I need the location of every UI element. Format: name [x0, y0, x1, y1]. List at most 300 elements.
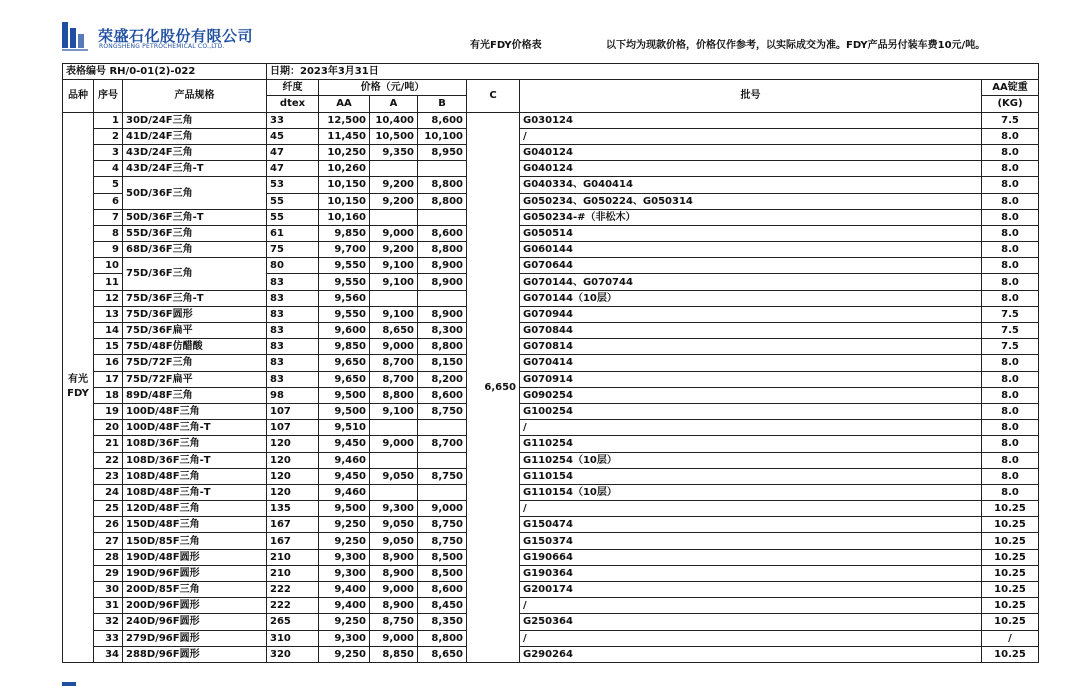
price-b-cell: [418, 290, 467, 306]
table-row: [63, 371, 1039, 387]
price-aa-cell: 9,460: [319, 484, 370, 500]
table-row: [63, 323, 1039, 339]
price-a-cell: 8,700: [370, 355, 418, 371]
col-spec: 产品规格: [123, 80, 267, 112]
price-b-cell: 8,800: [418, 193, 467, 209]
batch-cell: G030124: [520, 112, 982, 128]
weight-cell: 8.0: [982, 403, 1039, 419]
batch-cell: G070414: [520, 355, 982, 371]
batch-cell: /: [520, 128, 982, 144]
table-row: [63, 468, 1039, 484]
dtex-cell: 83: [267, 355, 319, 371]
weight-cell: /: [982, 630, 1039, 646]
price-b-cell: 8,650: [418, 646, 467, 662]
price-aa-cell: 10,160: [319, 209, 370, 225]
price-a-cell: [370, 161, 418, 177]
spec-cell: 50D/36F三角: [123, 177, 267, 209]
batch-cell: G070644: [520, 258, 982, 274]
batch-cell: G290264: [520, 646, 982, 662]
batch-cell: G190364: [520, 565, 982, 581]
batch-cell: G070844: [520, 323, 982, 339]
spec-cell: 68D/36F三角: [123, 242, 267, 258]
batch-cell: /: [520, 501, 982, 517]
price-aa-cell: 9,250: [319, 614, 370, 630]
price-aa-cell: 9,510: [319, 420, 370, 436]
col-variety: 品种: [63, 80, 94, 112]
price-b-cell: 8,750: [418, 468, 467, 484]
seq-cell: 9: [94, 242, 123, 258]
batch-cell: G050514: [520, 225, 982, 241]
price-a-cell: 8,750: [370, 614, 418, 630]
spec-cell: 288D/96F圆形: [123, 646, 267, 662]
weight-cell: 8.0: [982, 274, 1039, 290]
col-aa: AA: [319, 96, 370, 112]
spec-cell: 50D/36F三角-T: [123, 209, 267, 225]
price-aa-cell: 9,250: [319, 646, 370, 662]
seq-cell: 26: [94, 517, 123, 533]
spec-cell: 75D/36F圆形: [123, 306, 267, 322]
col-b: B: [418, 96, 467, 112]
weight-cell: 10.25: [982, 582, 1039, 598]
col-weight-unit: (KG): [982, 96, 1039, 112]
form-number: 表格编号 RH/0-01(2)-022: [63, 64, 267, 80]
price-aa-cell: 9,700: [319, 242, 370, 258]
table-row: [63, 452, 1039, 468]
table-row: [63, 242, 1039, 258]
price-aa-cell: 10,150: [319, 193, 370, 209]
spec-cell: 150D/48F三角: [123, 517, 267, 533]
dtex-cell: 83: [267, 306, 319, 322]
weight-cell: 8.0: [982, 436, 1039, 452]
price-b-cell: 8,150: [418, 355, 467, 371]
price-b-cell: 8,800: [418, 177, 467, 193]
seq-cell: 18: [94, 387, 123, 403]
price-b-cell: 8,450: [418, 598, 467, 614]
spec-cell: 75D/36F三角: [123, 258, 267, 290]
seq-cell: 12: [94, 290, 123, 306]
price-a-cell: 9,350: [370, 144, 418, 160]
price-a-cell: 9,200: [370, 177, 418, 193]
price-b-cell: 8,900: [418, 258, 467, 274]
dtex-cell: 120: [267, 468, 319, 484]
price-b-cell: 8,600: [418, 582, 467, 598]
dtex-cell: 83: [267, 274, 319, 290]
spec-cell: 75D/48F仿醋酸: [123, 339, 267, 355]
seq-cell: 23: [94, 468, 123, 484]
table-row: [63, 209, 1039, 225]
weight-cell: 8.0: [982, 420, 1039, 436]
price-aa-cell: 9,250: [319, 533, 370, 549]
weight-cell: 8.0: [982, 225, 1039, 241]
weight-cell: 8.0: [982, 484, 1039, 500]
price-aa-cell: 9,550: [319, 306, 370, 322]
table-row: [63, 484, 1039, 500]
price-b-cell: [418, 452, 467, 468]
table-row: [63, 517, 1039, 533]
weight-cell: 8.0: [982, 209, 1039, 225]
dtex-cell: 75: [267, 242, 319, 258]
seq-cell: 31: [94, 598, 123, 614]
spec-cell: 108D/48F三角-T: [123, 484, 267, 500]
batch-cell: /: [520, 630, 982, 646]
weight-cell: 10.25: [982, 517, 1039, 533]
company-name-en: RONGSHENG PETROCHEMICAL CO.,LTD.: [99, 43, 225, 50]
spec-cell: 89D/48F三角: [123, 387, 267, 403]
price-aa-cell: 12,500: [319, 112, 370, 128]
price-aa-cell: 9,450: [319, 436, 370, 452]
table-row: [63, 128, 1039, 144]
dtex-cell: 167: [267, 533, 319, 549]
spec-cell: 43D/24F三角-T: [123, 161, 267, 177]
batch-cell: G110254（10层）: [520, 452, 982, 468]
price-aa-cell: 9,460: [319, 452, 370, 468]
price-table: [62, 63, 1039, 663]
price-a-cell: 9,200: [370, 242, 418, 258]
price-b-cell: 8,900: [418, 274, 467, 290]
dtex-cell: 120: [267, 436, 319, 452]
spec-cell: 75D/36F扁平: [123, 323, 267, 339]
price-b-cell: 8,800: [418, 630, 467, 646]
weight-cell: 7.5: [982, 306, 1039, 322]
spec-cell: 41D/24F三角: [123, 128, 267, 144]
batch-cell: G050234、G050224、G050314: [520, 193, 982, 209]
seq-cell: 15: [94, 339, 123, 355]
seq-cell: 20: [94, 420, 123, 436]
spec-cell: 120D/48F三角: [123, 501, 267, 517]
price-a-cell: 8,700: [370, 371, 418, 387]
price-b-cell: 8,750: [418, 517, 467, 533]
price-aa-cell: 9,300: [319, 549, 370, 565]
price-aa-cell: 9,550: [319, 258, 370, 274]
price-a-cell: 10,400: [370, 112, 418, 128]
price-aa-cell: 9,850: [319, 339, 370, 355]
price-b-cell: 8,900: [418, 306, 467, 322]
seq-cell: 3: [94, 144, 123, 160]
batch-cell: G150474: [520, 517, 982, 533]
price-b-cell: 8,750: [418, 533, 467, 549]
dtex-cell: 47: [267, 161, 319, 177]
weight-cell: 8.0: [982, 258, 1039, 274]
price-b-cell: [418, 161, 467, 177]
seq-cell: 4: [94, 161, 123, 177]
spec-cell: 108D/48F三角: [123, 468, 267, 484]
dtex-cell: 265: [267, 614, 319, 630]
weight-cell: 8.0: [982, 387, 1039, 403]
batch-cell: /: [520, 598, 982, 614]
dtex-cell: 33: [267, 112, 319, 128]
table-row: [63, 387, 1039, 403]
dtex-cell: 83: [267, 290, 319, 306]
batch-cell: G100254: [520, 403, 982, 419]
price-b-cell: 8,600: [418, 112, 467, 128]
dtex-cell: 98: [267, 387, 319, 403]
dtex-cell: 45: [267, 128, 319, 144]
price-b-cell: 10,100: [418, 128, 467, 144]
price-aa-cell: 9,500: [319, 403, 370, 419]
batch-cell: G070144、G070744: [520, 274, 982, 290]
weight-cell: 8.0: [982, 452, 1039, 468]
batch-cell: G060144: [520, 242, 982, 258]
price-b-cell: 8,800: [418, 339, 467, 355]
spec-cell: 108D/36F三角: [123, 436, 267, 452]
price-aa-cell: 9,600: [319, 323, 370, 339]
seq-cell: 34: [94, 646, 123, 662]
page-title: 有光FDY价格表: [470, 40, 542, 51]
dtex-cell: 53: [267, 177, 319, 193]
seq-cell: 7: [94, 209, 123, 225]
batch-cell: G050234-#（非松木）: [520, 209, 982, 225]
price-b-cell: 8,600: [418, 225, 467, 241]
price-b-cell: [418, 484, 467, 500]
price-aa-cell: 9,400: [319, 598, 370, 614]
col-seq: 序号: [94, 80, 123, 112]
seq-cell: 6: [94, 193, 123, 209]
dtex-cell: 320: [267, 646, 319, 662]
price-c-cell: 6,650: [467, 112, 520, 662]
weight-cell: 10.25: [982, 533, 1039, 549]
weight-cell: 8.0: [982, 128, 1039, 144]
spec-cell: 200D/96F圆形: [123, 598, 267, 614]
price-b-cell: 8,350: [418, 614, 467, 630]
price-a-cell: 9,050: [370, 517, 418, 533]
batch-cell: G110154: [520, 468, 982, 484]
table-row: [63, 177, 1039, 193]
col-c: C: [467, 80, 520, 112]
spec-cell: 200D/85F三角: [123, 582, 267, 598]
dtex-cell: 222: [267, 582, 319, 598]
price-aa-cell: 9,650: [319, 355, 370, 371]
weight-cell: 10.25: [982, 646, 1039, 662]
seq-cell: 28: [94, 549, 123, 565]
price-a-cell: 8,650: [370, 323, 418, 339]
price-a-cell: 9,100: [370, 274, 418, 290]
table-row: [63, 420, 1039, 436]
price-aa-cell: 10,150: [319, 177, 370, 193]
price-aa-cell: 9,850: [319, 225, 370, 241]
seq-cell: 27: [94, 533, 123, 549]
price-a-cell: 9,200: [370, 193, 418, 209]
price-b-cell: 8,800: [418, 242, 467, 258]
seq-cell: 5: [94, 177, 123, 193]
spec-cell: 55D/36F三角: [123, 225, 267, 241]
weight-cell: 8.0: [982, 355, 1039, 371]
seq-cell: 33: [94, 630, 123, 646]
price-a-cell: [370, 290, 418, 306]
price-a-cell: [370, 420, 418, 436]
dtex-cell: 120: [267, 484, 319, 500]
price-a-cell: 9,000: [370, 630, 418, 646]
price-aa-cell: 9,300: [319, 630, 370, 646]
dtex-cell: 107: [267, 403, 319, 419]
price-a-cell: 8,850: [370, 646, 418, 662]
seq-cell: 24: [94, 484, 123, 500]
price-aa-cell: 11,450: [319, 128, 370, 144]
seq-cell: 1: [94, 112, 123, 128]
price-a-cell: 9,050: [370, 533, 418, 549]
price-a-cell: 9,000: [370, 436, 418, 452]
spec-cell: 100D/48F三角: [123, 403, 267, 419]
price-aa-cell: 10,260: [319, 161, 370, 177]
price-a-cell: 9,000: [370, 339, 418, 355]
batch-cell: G200174: [520, 582, 982, 598]
spec-cell: 190D/48F圆形: [123, 549, 267, 565]
weight-cell: 7.5: [982, 323, 1039, 339]
table-row: [63, 614, 1039, 630]
spec-cell: 75D/72F扁平: [123, 371, 267, 387]
table-row: [63, 646, 1039, 662]
weight-cell: 7.5: [982, 339, 1039, 355]
batch-cell: G070944: [520, 306, 982, 322]
weight-cell: 8.0: [982, 290, 1039, 306]
weight-cell: 8.0: [982, 193, 1039, 209]
weight-cell: 8.0: [982, 242, 1039, 258]
seq-cell: 14: [94, 323, 123, 339]
price-b-cell: [418, 420, 467, 436]
dtex-cell: 83: [267, 323, 319, 339]
table-row: [63, 112, 1039, 128]
dtex-cell: 55: [267, 193, 319, 209]
dtex-cell: 80: [267, 258, 319, 274]
dtex-cell: 210: [267, 565, 319, 581]
price-aa-cell: 9,450: [319, 468, 370, 484]
price-b-cell: 8,700: [418, 436, 467, 452]
price-aa-cell: 9,500: [319, 387, 370, 403]
price-a-cell: 9,100: [370, 403, 418, 419]
weight-cell: 7.5: [982, 112, 1039, 128]
seq-cell: 30: [94, 582, 123, 598]
price-aa-cell: 9,650: [319, 371, 370, 387]
table-row: [63, 355, 1039, 371]
price-b-cell: 8,500: [418, 565, 467, 581]
table-row: [63, 339, 1039, 355]
dtex-cell: 120: [267, 452, 319, 468]
batch-cell: G110254: [520, 436, 982, 452]
price-aa-cell: 9,400: [319, 582, 370, 598]
price-a-cell: 9,100: [370, 258, 418, 274]
price-b-cell: 8,500: [418, 549, 467, 565]
seq-cell: 29: [94, 565, 123, 581]
seq-cell: 10: [94, 258, 123, 274]
price-b-cell: 8,950: [418, 144, 467, 160]
variety-cell: 有光 FDY: [63, 112, 94, 662]
col-batch: 批号: [520, 80, 982, 112]
spec-cell: 100D/48F三角-T: [123, 420, 267, 436]
batch-cell: G110154（10层）: [520, 484, 982, 500]
batch-cell: G070814: [520, 339, 982, 355]
dtex-cell: 107: [267, 420, 319, 436]
spec-cell: 43D/24F三角: [123, 144, 267, 160]
table-row: [63, 290, 1039, 306]
price-b-cell: 8,750: [418, 403, 467, 419]
price-aa-cell: 9,500: [319, 501, 370, 517]
price-note: 以下均为现款价格，价格仅作参考，以实际成交为准。FDY产品另付装车费10元/吨。: [606, 40, 986, 51]
company-name: 荣盛石化股份有限公司: [98, 27, 254, 45]
batch-cell: G250364: [520, 614, 982, 630]
table-row: [63, 144, 1039, 160]
table-row: [63, 549, 1039, 565]
price-a-cell: [370, 484, 418, 500]
table-row: [63, 630, 1039, 646]
weight-cell: 8.0: [982, 144, 1039, 160]
weight-cell: 8.0: [982, 468, 1039, 484]
table-row: [63, 403, 1039, 419]
price-b-cell: [418, 209, 467, 225]
batch-cell: G150374: [520, 533, 982, 549]
price-b-cell: 8,600: [418, 387, 467, 403]
spec-cell: 108D/36F三角-T: [123, 452, 267, 468]
price-a-cell: [370, 452, 418, 468]
table-row: [63, 501, 1039, 517]
batch-cell: G190664: [520, 549, 982, 565]
table-row: [63, 161, 1039, 177]
weight-cell: 10.25: [982, 501, 1039, 517]
price-aa-cell: 9,560: [319, 290, 370, 306]
price-a-cell: 9,050: [370, 468, 418, 484]
dtex-cell: 83: [267, 371, 319, 387]
dtex-cell: 83: [267, 339, 319, 355]
col-fineness: 纤度: [267, 80, 319, 96]
spec-cell: 279D/96F圆形: [123, 630, 267, 646]
table-row: [63, 598, 1039, 614]
seq-cell: 19: [94, 403, 123, 419]
price-rows: [63, 112, 1039, 662]
seq-cell: 8: [94, 225, 123, 241]
price-a-cell: 8,900: [370, 549, 418, 565]
batch-cell: G040124: [520, 161, 982, 177]
price-a-cell: 8,800: [370, 387, 418, 403]
price-b-cell: 9,000: [418, 501, 467, 517]
seq-cell: 16: [94, 355, 123, 371]
dtex-cell: 55: [267, 209, 319, 225]
table-row: [63, 582, 1039, 598]
seq-cell: 32: [94, 614, 123, 630]
table-row: [63, 225, 1039, 241]
batch-cell: G070144（10层）: [520, 290, 982, 306]
spec-cell: 75D/72F三角: [123, 355, 267, 371]
batch-cell: G040124: [520, 144, 982, 160]
table-row: [63, 533, 1039, 549]
sheet-date: 日期：2023年3月31日: [267, 64, 1039, 80]
price-a-cell: 9,100: [370, 306, 418, 322]
weight-cell: 8.0: [982, 177, 1039, 193]
weight-cell: 10.25: [982, 598, 1039, 614]
seq-cell: 2: [94, 128, 123, 144]
table-row: [63, 306, 1039, 322]
company-logo-icon: [62, 22, 90, 52]
col-a: A: [370, 96, 418, 112]
batch-cell: /: [520, 420, 982, 436]
price-aa-cell: 10,250: [319, 144, 370, 160]
price-b-cell: 8,200: [418, 371, 467, 387]
dtex-cell: 135: [267, 501, 319, 517]
weight-cell: 10.25: [982, 549, 1039, 565]
col-fineness-unit: dtex: [267, 96, 319, 112]
dtex-cell: 47: [267, 144, 319, 160]
batch-cell: G070914: [520, 371, 982, 387]
table-row: [63, 565, 1039, 581]
price-a-cell: [370, 209, 418, 225]
price-b-cell: 8,300: [418, 323, 467, 339]
dtex-cell: 61: [267, 225, 319, 241]
batch-cell: G090254: [520, 387, 982, 403]
price-a-cell: 9,000: [370, 225, 418, 241]
weight-cell: 10.25: [982, 565, 1039, 581]
seq-cell: 22: [94, 452, 123, 468]
price-a-cell: 9,300: [370, 501, 418, 517]
dtex-cell: 310: [267, 630, 319, 646]
seq-cell: 21: [94, 436, 123, 452]
dtex-cell: 222: [267, 598, 319, 614]
